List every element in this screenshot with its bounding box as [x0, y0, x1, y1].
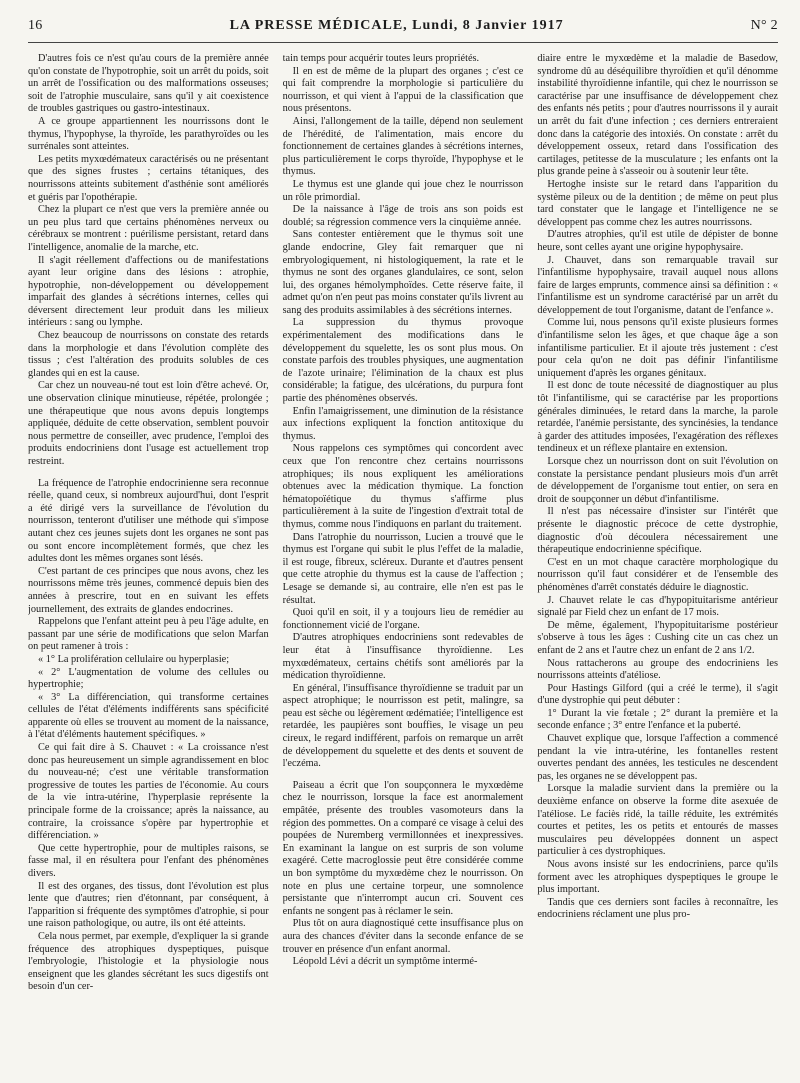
paragraph: Ainsi, l'allongement de la taille, dépend non seulement de l'hérédité, de l'alimentation, mais encore du fonctionnement de certaines glandes à sécrétions internes, plus particulièrement le corps thyroïde, l'hypophyse et le thymus.: [282, 115, 524, 178]
issue-number: N° 2: [750, 18, 778, 33]
paragraph: « 3° La différenciation, qui transforme certaines cellules de l'état d'éléments indifférents sans spécificité apparente où elles se trouvent au moment de la naissance, à l'état d'éléments hautement spécifiques. »: [28, 691, 269, 741]
paragraph: Il n'est pas nécessaire d'insister sur l'intérêt que présente le diagnostic précoce de cette dystrophie, diagnostic d'où découlera nécessairement une thérapeutique endocrinienne spécifique.: [537, 506, 778, 556]
paragraph: C'est en un mot chaque caractère morphologique du nourrisson qu'il faut considérer et de l'ensemble des phénomènes d'arrêt constatés déduire le diagnostic.: [537, 556, 778, 593]
paragraph: D'autres atrophiques endocriniens sont redevables de leur état à l'insuffisance thyroïdienne. Les myxœdémateux, certains chétifs sont améliorés par la médication thyroïdienne.: [282, 632, 524, 682]
paragraph: La suppression du thymus provoque expérimentalement des modifications dans le développement du squelette, les os sont plus mous. On constate parfois des troubles physiques, une augmentation de l'azote urinaire; l'élimination de la chaux est plus considérable; la fatigue, des ulcérations, du purpura font partie des phénomènes observés.: [282, 317, 524, 405]
paragraph: tain temps pour acquérir toutes leurs propriétés.: [282, 53, 480, 64]
paragraph: J. Chauvet relate le cas d'hypopituitarisme antérieur signalé par Field chez un enfant de 17 mois.: [537, 594, 778, 619]
paragraph: Pour Hastings Gilford (qui a créé le terme), il s'agit d'une dystrophie qui peut débuter :: [537, 682, 778, 707]
paragraph: diaire entre le myxœdème et la maladie de Basedow, syndrome dû au déséquilibre thyroïdien et qu'il dénomme instabilité thyroïdienne infantile, qui chez le nourrisson se caractérise par une insuffisance de développement chez des enfants nés petits ; pour d'autres nourrissons il y aurait un arrêt du fait d'une infection ; ces derniers entreraient donc dans la catégorie des intoxiés. On constate : arrêt du développement osseux, retard dans l'ossification des cartilages, petitesse de la musculature ; les enfants ont la plus grande peine à s'asseoir ou à soutenir leur tête.: [537, 53, 778, 178]
paragraph: Car chez un nouveau-né tout est loin d'être achevé. Or, une observation clinique minutieuse, répétée, prolongée ; une thérapeutique que nous avons depuis longtemps appliquée, déduite de cette observation, semblent pouvoir nous permettre de conseiller, avec prudence, l'emploi des produits endocriniens dont l'usage est actuellement trop restreint.: [28, 380, 269, 467]
paragraph: Nous rappelons ces symptômes qui concordent avec ceux que l'on rencontre chez certains nourrissons atrophiques; ils nous expliquent les améliorations obtenues avec la médication thymique. La fonction hématopoïétique du thymus s'affirme plus particulièrement à la suite de l'ingestion d'extrait total de thymus, comme nous l'indiquons en parlant du traitement.: [282, 443, 524, 530]
paragraph: Il est donc de toute nécessité de diagnostiquer au plus tôt l'infantilisme, qui se caractérise par les proportions générales diminuées, le retard dans la marche, la parole retardée, l'anémie persistante, des syncinésies, la tendance à garder des attitudes imposées, l'exagération des réflexes tendineux et un réflexe plantaire en extension.: [537, 380, 778, 455]
paragraph: Tandis que ces derniers sont faciles à reconnaître, les endocriniens réclament une plus pro-: [537, 896, 778, 921]
paragraph: De même, également, l'hypopituitarisme postérieur s'observe à tous les âges : Cushing cite un cas chez un enfant de 2 ans et l'autre chez un enfant de 2 ans 1/2.: [537, 619, 778, 656]
journal-title: LA PRESSE MÉDICALE, Lundi, 8 Janvier 1917: [229, 18, 564, 33]
page-number: 16: [28, 18, 43, 33]
text-column-3: [537, 53, 778, 1083]
paragraph: Enfin l'amaigrissement, une diminution de la résistance aux infections expliquent la fonction antitoxique du thymus.: [282, 405, 524, 442]
paragraph: Il est des organes, des tissus, dont l'évolution est plus lente que d'autres; rien d'étonnant, par conséquent, à l'apparition si fréquente des symptômes d'atrophie, si pour une raison pathologique, ou autre, ils ont été atteints.: [28, 880, 269, 930]
paragraph: Chez beaucoup de nourrissons on constate des retards dans la morphologie et dans l'évolution complète des tissus ; c'est l'altération des produits solubles de ces glandes qui en est la cause.: [28, 330, 269, 379]
paragraph: Le thymus est une glande qui joue chez le nourrisson un rôle primordial.: [282, 178, 524, 203]
paragraph: Rappelons que l'enfant atteint peu à peu l'âge adulte, en passant par une série de modifications que selon Marfan on peut ramener à trois :: [28, 616, 269, 653]
paragraph: J. Chauvet, dans son remarquable travail sur l'infantilisme hypophysaire, travail auquel nous allons faire de larges emprunts, commence ainsi sa définition : « l'infantilisme est un syndrome caractérisé par un arrêt du développement de tout l'organisme, datant de l'enfance ».: [537, 254, 778, 316]
paragraph: 1° Durant la vie fœtale ; 2° durant la première et la seconde enfance ; 3° entre l'enfance et la puberté.: [537, 707, 778, 732]
paragraph: Ce qui fait dire à S. Chauvet : « La croissance n'est donc pas heureusement un simple agrandissement en bloc du nouveau-né; c'est une véritable transformation progressive de toutes les parties de l'économie. Au cours de la vie intra-utérine, l'hyperplasie représente la principale forme de la croissance; après la naissance, au contraire, la croissance s'opère par hypertrophie et différenciation. »: [28, 742, 269, 842]
text-column-1: [28, 53, 269, 1083]
article-body: [28, 43, 778, 1083]
paragraph: En général, l'insuffisance thyroïdienne se traduit par un aspect atrophique; le nourrisson est petit, malingre, sa peau est sèche ou légèrement œdématiée; l'intelligence est retardée, les paupières sont bouffies, le visage un peu cireux, le regard indifférent, parfois on remarque un arrêt de développement du squelette et des dents et souvent de l'eczéma.: [282, 682, 524, 770]
paragraph: Que cette hypertrophie, pour de multiples raisons, se fasse mal, il en résultera pour l'enfant des phénomènes divers.: [28, 842, 269, 879]
paragraph: Dans l'atrophie du nourrisson, Lucien a trouvé que le thymus est l'organe qui subit le plus l'effet de la maladie, il est rouge, fibreux, scléreux. Durante et d'autres pensent que cette atrophie du thymus est la cause de l'affection ; Lesage se demande si, au contraire, elle n'en est pas le résultat.: [282, 531, 524, 606]
paragraph: Hertoghe insiste sur le retard dans l'apparition du système pileux ou de la dentition ; de même on peut plus tard constater que le langage et l'intelligence ne se développent pas comme chez les autres nourrissons.: [537, 178, 778, 228]
paragraph: Sans contester entièrement que le thymus soit une glande endocrine, Gley fait remarquer que ni embryologiquement, ni histologiquement, la rate et le thymus ne sont des organes glandulaires, ce sont, selon lui, des organes hémolymphoïdes. Cette réserve faite, il admet qu'on n'en peut pas moins constater qu'ils livrent au sang des produits assimilables à des sécrétions internes.: [282, 229, 524, 316]
paragraph: A ce groupe appartiennent les nourrissons dont le thymus, l'hypophyse, la thyroïde, les parathyroïdes ou les surrénales sont atteintes.: [28, 115, 269, 153]
text-column-2: [283, 53, 524, 1083]
paragraph: Léopold Lévi a décrit un symptôme intermé-: [292, 956, 478, 968]
paragraph: Il en est de même de la plupart des organes ; c'est ce qui fait comprendre la morphologie si particulière du nourrisson, et qui vient à l'appui de la classification que nous présentons.: [282, 65, 524, 115]
paragraph: Les petits myxœdémateux caractérisés ou ne présentant que des signes frustes ; certains tétaniques, des nourrissons atteints subitement d'asthénie sont améliorés et guéris par l'opothérapie.: [28, 153, 269, 203]
paragraph: Chauvet explique que, lorsque l'affection a commencé pendant la vie intra-utérine, les fontanelles restent ouvertes pendant des années, les testicules ne descendent pas, les organes ne se développent pas.: [537, 733, 778, 782]
paragraph: D'autres fois ce n'est qu'au cours de la première année qu'on constate de l'hypotrophie, soit un arrêt du poids, soit un arrêt de l'ossification ou des malformations osseuses; soit de l'atrophie musculaire, sans qu'il y ait coexistence de troubles gastriques ou gastro-intestinaux.: [28, 53, 269, 115]
paragraph: Comme lui, nous pensons qu'il existe plusieurs formes d'infantilisme selon les âges, et que chaque âge a son infantilisme particulier. Et il ajoute très justement : c'est pour cela qu'on ne doit pas définir l'infantilisme uniquement d'après les organes génitaux.: [537, 317, 778, 379]
paragraph: Lorsque chez un nourrisson dont on suit l'évolution on constate la persistance pendant plusieurs mois d'un arrêt de développement de l'organisme tout entier, on sera en droit de soupçonner un début d'infantilisme.: [537, 456, 778, 505]
page-header: [28, 0, 778, 43]
paragraph: « 1° La prolifération cellulaire ou hyperplasie;: [38, 653, 230, 665]
paragraph: « 2° L'augmentation de volume des cellules ou hypertrophie;: [28, 666, 269, 691]
paragraph: De la naissance à l'âge de trois ans son poids est doublé; sa régression commence vers la cinquième année.: [282, 204, 524, 228]
paragraph: D'autres atrophies, qu'il est utile de dépister de bonne heure, sont celles ayant une origine hypophysaire.: [537, 229, 778, 253]
paragraph: Lorsque la maladie survient dans la première ou la deuxième enfance on observe la forme dite asexuée de l'atéliose. Le faciès ridé, la taille réduite, les extrémités courtes et petites, les os petits et entourés de masses musculaires peu développées donnent un aspect particulier à ces dystrophiques.: [537, 783, 778, 858]
paragraph: La fréquence de l'atrophie endocrinienne sera reconnue réelle, quand ceux, si nombreux aujourd'hui, dont l'esprit a été dirigé vers la surveillance de l'évolution du nourrisson, tenteront d'utiliser une méthode qui s'impose autant chez ces jeunes sujets dont les organes ne sont pas ou sont encore incomplètement formés, que chez les adultes dont les mêmes organes sont lésés.: [28, 477, 269, 565]
paragraph: C'est partant de ces principes que nous avons, chez les nourrissons même très jeunes, commencé depuis bien des années à prescrire, tout en en suivant les effets journellement, des extraits de glandes endocrines.: [28, 565, 269, 615]
paragraph: Nous avons insisté sur les endocriniens, parce qu'ils forment avec les atrophiques dyspeptiques le groupe le plus important.: [537, 859, 778, 896]
paragraph: Il s'agit réellement d'affections ou de manifestations ayant leur origine dans des lésions : atrophie, hypotrophie, non-développement ou développement imparfait des glandes à sécrétions internes, celles qui déversent directement leur produit dans les milieux intérieurs : sang ou lymphe.: [28, 254, 269, 329]
paragraph: Plus tôt on aura diagnostiqué cette insuffisance plus on aura des chances d'éviter dans la seconde enfance de se trouver en présence d'un enfant anormal.: [282, 918, 524, 955]
paragraph: Nous rattacherons au groupe des endocriniens les nourrissons atteints d'atéliose.: [537, 657, 778, 682]
paragraph: Cela nous permet, par exemple, d'expliquer la si grande fréquence des atrophiques dyspeptiques, puisque l'embryologie, l'histologie et la physiologie nous enseignent que les glandes sécrétant les sucs digestifs ont besoin d'un cer-: [28, 930, 269, 993]
paragraph: Chez la plupart ce n'est que vers la première année ou un peu plus tard que certains phénomènes nerveux ou cérébraux se montrent : puérilisme persistant, retard dans l'intelligence, anomalie de la marche, etc.: [28, 204, 269, 253]
paragraph: Quoi qu'il en soit, il y a toujours lieu de remédier au fonctionnement vicié de l'organe.: [282, 607, 524, 631]
paragraph: Paiseau a écrit que l'on soupçonnera le myxœdème chez le nourrisson, lorsque la face est anormalement empâtée, présente des troubles vasomoteurs dans la région des pommettes. On a comparé ce visage à celui des poupées de Nuremberg vermillonnées et inexpressives. En examinant la langue on est surpris de son volume exagéré. Cette macroglossie peut être considérée comme un bon symptôme du myxœdème chez le nourrisson. On note en plus une certaine torpeur, une somnolence persistante que n'interrompt aucun cri. Souvent ces enfants ne songent pas à réclamer le sein.: [282, 779, 524, 917]
